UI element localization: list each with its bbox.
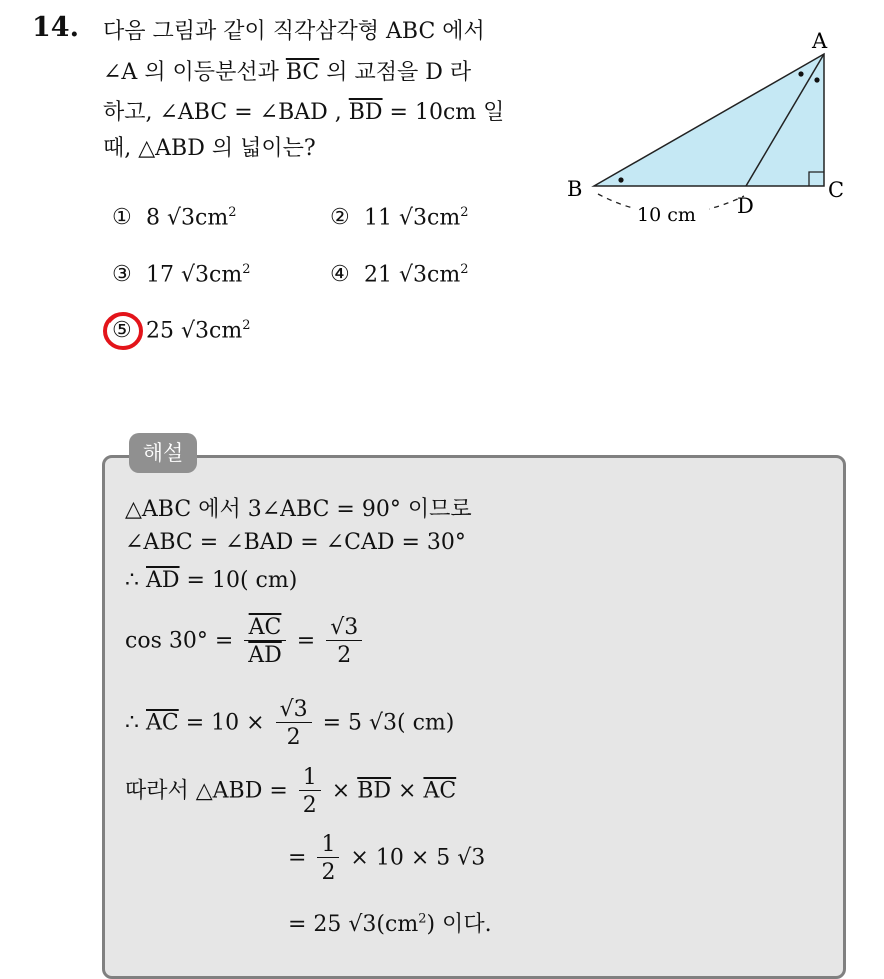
choice-mark: ⑤ xyxy=(112,318,132,344)
choice-1[interactable]: ① 8 $√3cm^2$ xyxy=(112,205,237,231)
solution-line-1: △ABC 에서 3∠ABC = 90° 이므로 xyxy=(125,497,472,522)
choice-2[interactable]: ② 11 $√3cm^2$ xyxy=(330,205,469,231)
solution-line-2: ∠ABC = ∠BAD = ∠CAD = 30° xyxy=(125,530,466,555)
fraction-ac-ad: $\frac{\overline{AC}}{AD}$ xyxy=(244,615,286,668)
solution-tab: 해설 xyxy=(129,433,197,473)
fraction-sqrt3-2: $\frac{√3}{2}$ xyxy=(326,615,362,668)
choice-mark: ④ xyxy=(330,262,350,288)
vertex-label-b: B xyxy=(567,177,583,201)
triangle-figure xyxy=(560,25,860,235)
solution-line-8: = 25 $√3(cm^2)$ 이다. xyxy=(288,911,492,937)
choice-mark: ③ xyxy=(112,262,132,288)
question-line-4: 때, △ABD 의 넓이는? xyxy=(103,136,316,161)
angle-dot-a2 xyxy=(814,77,819,82)
vertex-label-c: C xyxy=(828,178,845,202)
fraction-1-2: $\frac{1}{2}$ xyxy=(317,832,339,885)
question-number: 14. xyxy=(32,12,79,43)
angle-dot-a1 xyxy=(798,71,803,76)
choice-5[interactable]: ⑤ 25 $√3cm^2$ xyxy=(112,318,251,344)
question-line-3: 하고, ∠ABC = ∠BAD , $\overline{BD} = 10cm$ 일 xyxy=(103,100,505,125)
choice-3[interactable]: ③ 17 $√3cm^2$ xyxy=(112,262,251,288)
length-label: 10 cm xyxy=(637,204,696,226)
triangle-abc xyxy=(594,54,824,186)
vertex-label-a: A xyxy=(812,29,828,53)
solution-line-5: ∴ $\overline{AC} = 10$ × $\frac{√3}{2}$ = 5 √3( cm) xyxy=(125,697,455,750)
point-label-d: D xyxy=(737,194,754,218)
angle-dot-b xyxy=(618,177,623,182)
fraction-1-2: $\frac{1}{2}$ xyxy=(299,765,321,818)
question-line-1: 다음 그림과 같이 직각삼각형 ABC 에서 xyxy=(103,19,485,44)
choice-mark: ① xyxy=(112,205,132,231)
answer-circle-mark xyxy=(101,308,151,358)
choice-mark: ② xyxy=(330,205,350,231)
solution-line-3: ∴ $\overline{AD} = 10$( cm) xyxy=(125,568,298,593)
solution-line-4: cos 30° = $\frac{\overline{AC}}{AD}$ = $\frac{√3}{2}$ xyxy=(125,615,366,668)
fraction-sqrt3-2: $\frac{√3}{2}$ xyxy=(276,697,312,750)
choice-4[interactable]: ④ 21 $√3cm^2$ xyxy=(330,262,469,288)
solution-line-7: = $\frac{1}{2}$ × 10 × 5 √3 xyxy=(288,832,486,885)
question-line-2: ∠A 의 이등분선과 $\overline{BC}$ 의 교점을 D 라 xyxy=(103,60,472,85)
solution-line-6: 따라서 △ABD = $\frac{1}{2}$ × $\overline{BD} \times \overline{AC}$ xyxy=(125,765,457,818)
